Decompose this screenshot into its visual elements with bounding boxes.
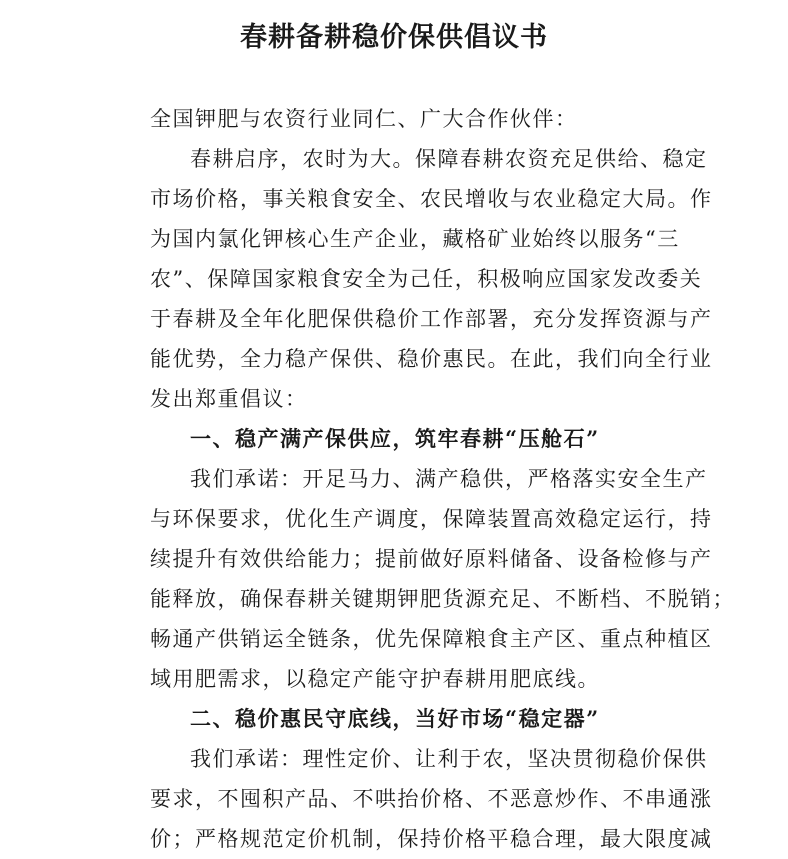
section-2-line: 我们承诺：理性定价、让利于农，坚决贯彻稳价保供 bbox=[190, 747, 708, 771]
intro-line: 发出郑重倡议： bbox=[150, 387, 308, 411]
section-1-line: 域用肥需求，以稳定产能守护春耕用肥底线。 bbox=[150, 667, 600, 691]
intro-line: 市场价格，事关粮食安全、农民增收与农业稳定大局。作 bbox=[150, 187, 713, 211]
intro-line: 春耕启序，农时为大。保障春耕农资充足供给、稳定 bbox=[190, 147, 708, 171]
document-title: 春耕备耕稳价保供倡议书 bbox=[240, 22, 548, 53]
section-2-line: 要求，不囤积产品、不哄抬价格、不恶意炒作、不串通涨 bbox=[150, 787, 713, 811]
section-1-line: 续提升有效供给能力；提前做好原料储备、设备检修与产 bbox=[150, 547, 713, 571]
intro-line: 为国内氯化钾核心生产企业，藏格矿业始终以服务“三 bbox=[150, 227, 680, 251]
section-1-line: 我们承诺：开足马力、满产稳供，严格落实安全生产 bbox=[190, 467, 708, 491]
salutation: 全国钾肥与农资行业同仁、广大合作伙伴： bbox=[150, 107, 578, 131]
intro-line: 能优势，全力稳产保供、稳价惠民。在此，我们向全行业 bbox=[150, 347, 713, 371]
section-2-heading: 二、稳价惠民守底线，当好市场“稳定器” bbox=[190, 706, 600, 731]
section-2-line: 价；严格规范定价机制，保持价格平稳合理，最大限度减 bbox=[150, 827, 713, 851]
section-1-heading: 一、稳产满产保供应，筑牢春耕“压舱石” bbox=[190, 426, 600, 451]
intro-line: 农”、保障国家粮食安全为己任，积极响应国家发改委关 bbox=[150, 267, 703, 291]
intro-line: 于春耕及全年化肥保供稳价工作部署，充分发挥资源与产 bbox=[150, 307, 713, 331]
section-1-line: 能释放，确保春耕关键期钾肥货源充足、不断档、不脱销； bbox=[150, 587, 735, 611]
section-1-line: 与环保要求，优化生产调度，保障装置高效稳定运行，持 bbox=[150, 507, 713, 531]
section-1-line: 畅通产供销运全链条，优先保障粮食主产区、重点种植区 bbox=[150, 627, 713, 651]
